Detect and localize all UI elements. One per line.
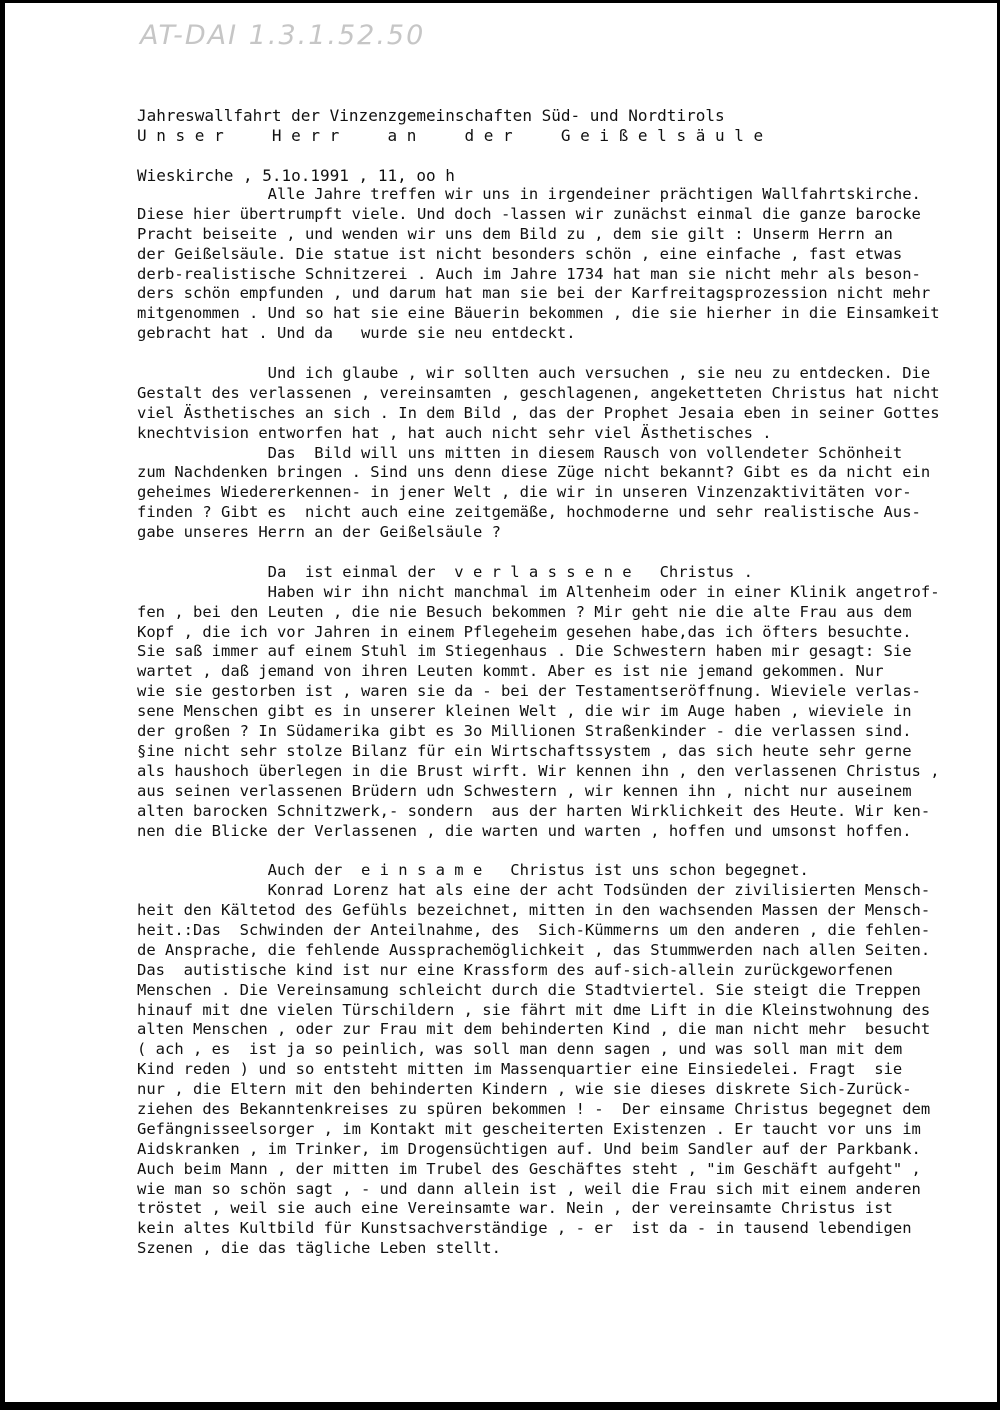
paragraph-gap (137, 344, 987, 364)
text-line: der Geißelsäule. Die statue ist nicht besonders schön , eine einfache , fast etwas (137, 244, 903, 263)
text-line: hinauf mit dne vielen Türschildern , sie fährt mit dme Lift in die Kleinstwohnung des (137, 1000, 931, 1019)
text-line: Kopf , die ich vor Jahren in einem Pflegeheim gesehen habe,das ich öfters besuchte. (137, 622, 912, 641)
text-line: Gestalt des verlassenen , vereinsamten , geschlagenen, angeketteten Christus hat nicht (137, 383, 940, 402)
text-line: Pracht beiseite , und wenden wir uns dem Bild zu , dem sie gilt : Unserm Herrn an (137, 224, 893, 243)
text-line: derb-realistische Schnitzerei . Auch im Jahre 1734 hat man sie nicht mehr als beson- (137, 264, 921, 283)
text-line: knechtvision entworfen hat , hat auch nicht sehr viel Ästhetisches . (137, 423, 772, 442)
text-line: Auch der e i n s a m e Christus ist uns schon begegnet. (137, 861, 809, 880)
text-line: fen , bei den Leuten , die nie Besuch bekommen ? Mir geht nie die alte Frau aus dem (137, 602, 912, 621)
text-line: de Ansprache, die fehlende Aussprachemöglichkeit , das Stummwerden nach allen Seiten. (137, 940, 931, 959)
document-title: U n s e r H e r r a n d e r G e i ß e l s ä u l e (137, 126, 764, 145)
text-line: wie sie gestorben ist , waren sie da - bei der Testamentseröffnung. Wieviele verlas- (137, 682, 921, 701)
text-line: kein altes Kultbild für Kunstsachverständige , - er ist da - in tausend lebendigen (137, 1219, 912, 1238)
text-line: Menschen . Die Vereinsamung schleicht durch die Stadtviertel. Sie steigt die Treppen (137, 980, 921, 999)
text-line: tröstet , weil sie auch eine Vereinsamte war. Nein , der vereinsamte Christus ist (137, 1199, 893, 1218)
text-line: aus seinen verlassenen Brüdern udn Schwestern , wir kennen ihn , nicht nur auseinem (137, 781, 912, 800)
header-line-event: Jahreswallfahrt der Vinzenzgemeinschaften Süd- und Nordtirols (137, 106, 725, 125)
text-line: Alle Jahre treffen wir uns in irgendeiner prächtigen Wallfahrtskirche. (137, 185, 921, 203)
text-line: Das autistische kind ist nur eine Krassform des auf-sich-allein zurückgeworfenen (137, 960, 893, 979)
text-line: Da ist einmal der v e r l a s s e n e Christus . (137, 562, 753, 581)
text-line: gabe unseres Herrn an der Geißelsäule ? (137, 523, 501, 542)
text-line: §ine nicht sehr stolze Bilanz für ein Wirtschaftssystem , das sich heute sehr gerne (137, 741, 912, 760)
paragraph-gap (137, 841, 987, 861)
text-line: Sie saß immer auf einem Stuhl im Stiegenhaus . Die Schwestern haben mir gesagt: Sie (137, 642, 912, 661)
archive-signature-mark: AT-DAI 1.3.1.52.50 (140, 20, 426, 51)
text-line: nen die Blicke der Verlassenen , die warten und warten , hoffen und umsonst hoffen. (137, 821, 912, 840)
scan-border-top (0, 0, 1000, 3)
text-line: Diese hier übertrumpft viele. Und doch -lassen wir zunächst einmal die ganze barocke (137, 204, 921, 223)
text-line: alten Menschen , oder zur Frau mit dem behinderten Kind , die man nicht mehr besucht (137, 1020, 931, 1039)
text-line: Szenen , die das tägliche Leben stellt. (137, 1239, 501, 1258)
text-line: mitgenommen . Und so hat sie eine Bäuerin bekommen , die sie hierher in die Einsamkeit (137, 304, 940, 323)
document-body (137, 185, 987, 1259)
paragraph (137, 185, 987, 344)
text-line: heit.:Das Schwinden der Anteilnahme, des Sich-Kümmerns um den anderen , die fehlen- (137, 920, 931, 939)
paragraph (137, 563, 987, 841)
text-line: viel Ästhetisches an sich . In dem Bild , das der Prophet Jesaia eben in seiner Gottes (137, 403, 940, 422)
text-line: wartet , daß jemand von ihren Leuten kommt. Aber es ist nie jemand gekommen. Nur (137, 662, 884, 681)
scan-border-bottom (0, 1402, 1000, 1410)
text-line: Kind reden ) und so entsteht mitten im Massenquartier eine Einsiedelei. Fragt sie (137, 1060, 903, 1079)
text-line: ( ach , es ist ja so peinlich, was soll man denn sagen , und was soll man mit dem (137, 1040, 903, 1059)
text-line: gebracht hat . Und da wurde sie neu entdeckt. (137, 324, 576, 343)
text-line: geheimes Wiedererkennen- in jener Welt , die wir in unseren Vinzenzaktivitäten vor- (137, 483, 912, 502)
text-line: alten barocken Schnitzwerk,- sondern aus der harten Wirklichkeit des Heute. Wir ken- (137, 801, 931, 820)
text-line: ders schön empfunden , und darum hat man sie bei der Karfreitagsprozession nicht mehr (137, 284, 931, 303)
scan-border-left (0, 0, 5, 1410)
text-line: Und ich glaube , wir sollten auch versuchen , sie neu zu entdecken. Die (137, 364, 931, 383)
header-line-place-date: Wieskirche , 5.1o.1991 , 11, oo h (137, 165, 455, 185)
text-line: zum Nachdenken bringen . Sind uns denn diese Züge nicht bekannt? Gibt es da nicht ein (137, 463, 931, 482)
text-line: der großen ? In Südamerika gibt es 3o Millionen Straßenkinder - die verlassen sind. (137, 722, 912, 741)
text-line: wie man so schön sagt , - und dann allein ist , weil die Frau sich mit einem anderen (137, 1179, 921, 1198)
text-line: Konrad Lorenz hat als eine der acht Todsünden der zivilisierten Mensch- (137, 881, 931, 900)
text-line: ziehen des Bekanntenkreises zu spüren bekommen ! - Der einsame Christus begegnet dem (137, 1099, 931, 1118)
text-line: Gefängnisseelsorger , im Kontakt mit gescheiterten Existenzen . Er taucht vor uns im (137, 1119, 921, 1138)
text-line: nur , die Eltern mit den behinderten Kindern , wie sie dieses diskrete Sich-Zurück- (137, 1080, 912, 1099)
text-line: Das Bild will uns mitten in diesem Rausch von vollendeter Schönheit (137, 443, 903, 462)
paragraph (137, 364, 987, 543)
paragraph-gap (137, 543, 987, 563)
text-line: heit den Kältetod des Gefühls bezeichnet, mitten in den wachsenden Massen der Mensch- (137, 901, 931, 920)
text-line: sene Menschen gibt es in unserer kleinen Welt , die wir im Auge haben , wieviele in (137, 702, 912, 721)
text-line: Aidskranken , im Trinker, im Drogensüchtigen auf. Und beim Sandler auf der Parkbank. (137, 1139, 921, 1158)
text-line: Auch beim Mann , der mitten im Trubel des Geschäftes steht , "im Geschäft aufgeht" , (137, 1159, 921, 1178)
text-line: finden ? Gibt es nicht auch eine zeitgemäße, hochmoderne und sehr realistische Aus- (137, 503, 921, 522)
text-line: als haushoch überlegen in die Brust wirft. Wir kennen ihn , den verlassenen Christus , (137, 761, 940, 780)
text-line: Haben wir ihn nicht manchmal im Altenheim oder in einer Klinik angetrof- (137, 582, 940, 601)
paragraph (137, 861, 987, 1259)
